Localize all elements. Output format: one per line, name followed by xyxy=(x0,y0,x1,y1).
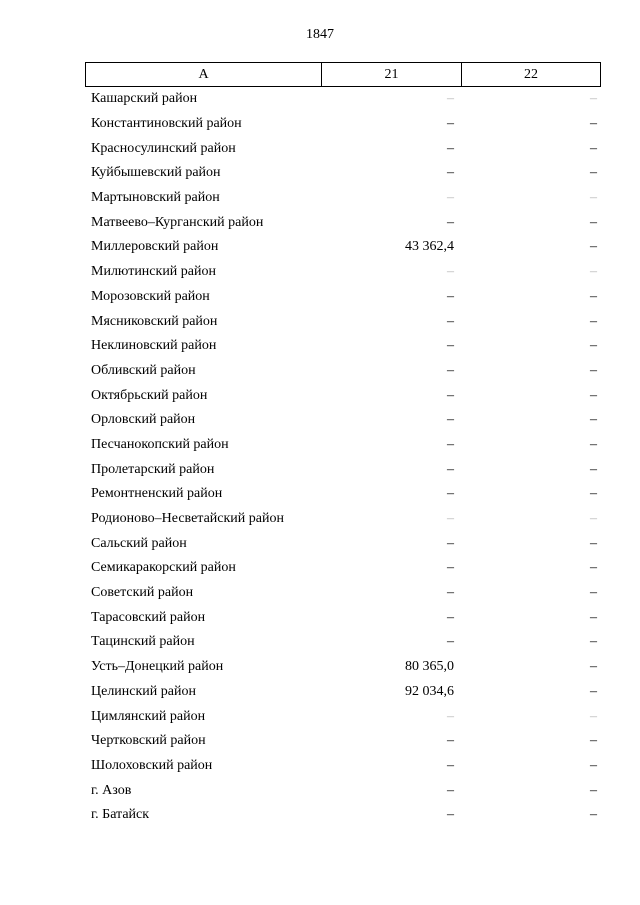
table-row xyxy=(85,754,601,779)
value-col-21: – xyxy=(447,609,454,625)
table-row xyxy=(85,605,601,630)
value-col-22: – xyxy=(590,461,597,477)
table-row xyxy=(85,630,601,655)
district-name: Песчанокопский район xyxy=(91,436,229,452)
value-col-21: – xyxy=(447,116,454,132)
value-col-21: – xyxy=(447,461,454,477)
header-cell-22: 22 xyxy=(461,63,600,86)
value-col-21: – xyxy=(447,511,454,527)
district-name: г. Азов xyxy=(91,782,132,798)
value-col-22: – xyxy=(590,140,597,156)
value-col-22: – xyxy=(590,387,597,403)
value-col-22: – xyxy=(590,313,597,329)
value-col-21: – xyxy=(447,412,454,428)
value-col-21: – xyxy=(447,387,454,403)
value-col-21: – xyxy=(447,757,454,773)
value-col-22: – xyxy=(590,560,597,576)
district-name: Пролетарский район xyxy=(91,461,215,477)
table-row xyxy=(85,433,601,458)
district-name: Целинский район xyxy=(91,683,196,699)
district-name: Чертковский район xyxy=(91,733,206,749)
district-name: Куйбышевский район xyxy=(91,165,221,181)
value-col-22: – xyxy=(590,91,597,107)
district-name: г. Батайск xyxy=(91,807,150,823)
value-col-22: – xyxy=(590,683,597,699)
district-name: Кашарский район xyxy=(91,91,198,107)
value-col-22: – xyxy=(590,264,597,280)
value-col-22: – xyxy=(590,190,597,206)
value-col-22: – xyxy=(590,288,597,304)
table-header xyxy=(85,62,601,87)
value-col-22: – xyxy=(590,214,597,230)
table-body xyxy=(85,87,601,828)
header-cell-a: А xyxy=(198,66,209,82)
value-col-21: – xyxy=(447,782,454,798)
district-name: Обливский район xyxy=(91,362,196,378)
district-name: Октябрьский район xyxy=(91,387,208,403)
value-col-21: – xyxy=(447,733,454,749)
table-row xyxy=(85,482,601,507)
district-name: Морозовский район xyxy=(91,288,210,304)
value-col-21: 80 365,0 xyxy=(405,659,454,675)
district-name: Милютинский район xyxy=(91,264,217,280)
value-col-21: – xyxy=(447,585,454,601)
district-name: Красносулинский район xyxy=(91,140,236,156)
table-row xyxy=(85,87,601,112)
value-col-21: – xyxy=(447,313,454,329)
table-row xyxy=(85,680,601,705)
value-col-21: – xyxy=(447,165,454,181)
district-name: Шолоховский район xyxy=(91,757,213,773)
table-row xyxy=(85,334,601,359)
value-col-21: – xyxy=(447,140,454,156)
value-col-22: – xyxy=(590,782,597,798)
value-col-22: – xyxy=(590,585,597,601)
value-col-21: – xyxy=(447,264,454,280)
value-col-22: – xyxy=(590,733,597,749)
table-row xyxy=(85,655,601,680)
district-name: Сальский район xyxy=(91,535,187,551)
value-col-21: – xyxy=(447,807,454,823)
table-row xyxy=(85,581,601,606)
value-col-21: – xyxy=(447,436,454,452)
table-row xyxy=(85,161,601,186)
district-name: Тарасовский район xyxy=(91,609,206,625)
table-row xyxy=(85,457,601,482)
table-row xyxy=(85,112,601,137)
table-row xyxy=(85,235,601,260)
table-row xyxy=(85,309,601,334)
page-number: 1847 xyxy=(306,27,334,42)
district-name: Орловский район xyxy=(91,412,196,428)
table-row xyxy=(85,556,601,581)
value-col-22: – xyxy=(590,807,597,823)
value-col-22: – xyxy=(590,362,597,378)
district-name: Цимлянский район xyxy=(91,708,206,724)
value-col-22: – xyxy=(590,634,597,650)
value-col-21: – xyxy=(447,288,454,304)
district-name: Тацинский район xyxy=(91,634,195,650)
table-row xyxy=(85,531,601,556)
value-col-22: – xyxy=(590,659,597,675)
value-col-22: – xyxy=(590,165,597,181)
value-col-21: 43 362,4 xyxy=(405,239,454,255)
table-row xyxy=(85,186,601,211)
data-table xyxy=(85,62,601,828)
table-row xyxy=(85,704,601,729)
district-name: Мясниковский район xyxy=(91,313,218,329)
table-row xyxy=(85,408,601,433)
value-col-21: – xyxy=(447,486,454,502)
value-col-22: – xyxy=(590,239,597,255)
district-name: Родионово–Несветайский район xyxy=(91,511,284,527)
value-col-22: – xyxy=(590,708,597,724)
value-col-21: – xyxy=(447,708,454,724)
district-name: Семикаракорский район xyxy=(91,560,236,576)
value-col-21: – xyxy=(447,535,454,551)
table-row xyxy=(85,136,601,161)
district-name: Советский район xyxy=(91,585,194,601)
table-row xyxy=(85,803,601,828)
district-name: Усть–Донецкий район xyxy=(91,659,224,675)
table-row xyxy=(85,507,601,532)
header-cell-21: 21 xyxy=(321,63,461,86)
table-row xyxy=(85,260,601,285)
value-col-22: – xyxy=(590,486,597,502)
value-col-21: – xyxy=(447,560,454,576)
value-col-21: – xyxy=(447,214,454,230)
table-row xyxy=(85,285,601,310)
value-col-22: – xyxy=(590,757,597,773)
district-name: Мартыновский район xyxy=(91,190,220,206)
value-col-22: – xyxy=(590,535,597,551)
table-row xyxy=(85,210,601,235)
district-name: Матвеево–Курганский район xyxy=(91,214,264,230)
value-col-21: – xyxy=(447,190,454,206)
value-col-22: – xyxy=(590,412,597,428)
value-col-21: – xyxy=(447,338,454,354)
district-name: Ремонтненский район xyxy=(91,486,223,502)
table-row xyxy=(85,729,601,754)
value-col-22: – xyxy=(590,436,597,452)
district-name: Неклиновский район xyxy=(91,338,217,354)
value-col-22: – xyxy=(590,116,597,132)
district-name: Миллеровский район xyxy=(91,239,219,255)
value-col-22: – xyxy=(590,609,597,625)
value-col-22: – xyxy=(590,338,597,354)
value-col-21: – xyxy=(447,362,454,378)
value-col-21: 92 034,6 xyxy=(405,683,454,699)
table-row xyxy=(85,383,601,408)
value-col-21: – xyxy=(447,91,454,107)
table-row xyxy=(85,359,601,384)
value-col-21: – xyxy=(447,634,454,650)
value-col-22: – xyxy=(590,511,597,527)
district-name: Константиновский район xyxy=(91,116,242,132)
table-row xyxy=(85,778,601,803)
